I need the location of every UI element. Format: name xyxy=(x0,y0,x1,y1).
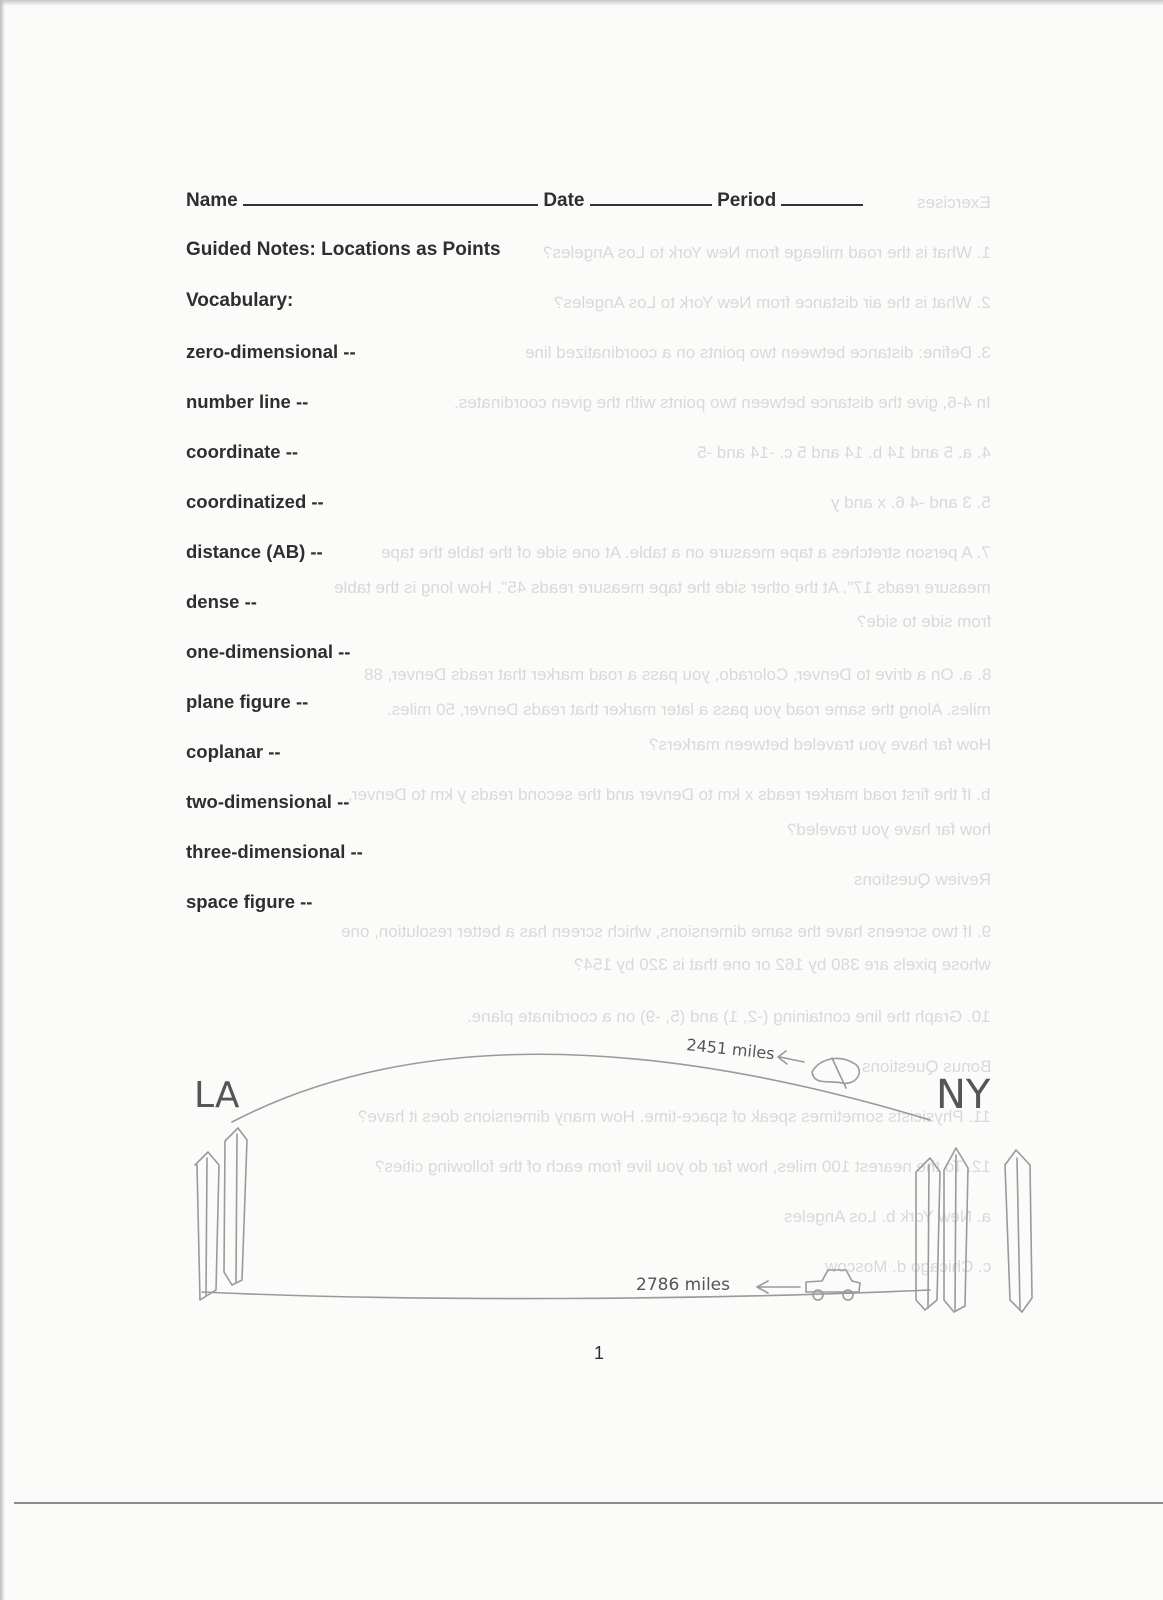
page-title: Guided Notes: Locations as Points xyxy=(186,239,501,260)
bleed-line: 3. Define: distance between two points on a coordinatized line xyxy=(525,343,991,362)
vocab-term: one-dimensional -- xyxy=(186,641,351,662)
bleed-line: c. Chicago d. Moscow xyxy=(824,1257,991,1276)
vocab-term: plane figure -- xyxy=(186,691,309,712)
arrow-sketch xyxy=(757,1281,800,1293)
bleed-line: Bonus Questions xyxy=(861,1057,991,1076)
bleed-line: a. New York b. Los Angeles xyxy=(784,1207,991,1226)
la-label: LA xyxy=(194,1075,240,1116)
bottom-rule xyxy=(14,1502,1163,1504)
date-label: Date xyxy=(543,190,585,211)
bleed-line: Review Questions xyxy=(853,870,991,889)
page-number: 1 xyxy=(594,1343,605,1363)
vocab-term: coordinatized -- xyxy=(186,491,324,512)
bleed-line: 9. If two screens have the same dimensions, which screen has a better resolution, one xyxy=(340,922,991,941)
arrow-sketch xyxy=(778,1051,804,1064)
bleed-line: 8. a. On a drive to Denver, Colorado, you pass a road marker that reads Denver, 88 xyxy=(363,665,991,684)
bleed-line: 2. What is the air distance from New York to Los Angeles? xyxy=(554,293,991,312)
air-distance-label: 2451 miles xyxy=(685,1035,776,1064)
bleed-line: 1. What is the road mileage from New York to Los Angeles? xyxy=(543,243,991,262)
bleed-line: Exercises xyxy=(917,193,991,212)
vocab-term: coordinate -- xyxy=(186,441,299,462)
bleed-line: 12. To the nearest 100 miles, how far do you live from each of the following cities? xyxy=(375,1157,991,1176)
bleed-line: miles. Along the same road you pass a later marker that reads Denver, 50 miles. xyxy=(387,700,991,719)
vocab-term: distance (AB) -- xyxy=(186,541,323,562)
vocab-term: number line -- xyxy=(186,391,309,412)
bleed-line: whose pixels are 380 by 162 or one that is 320 by 154? xyxy=(574,955,991,974)
period-label: Period xyxy=(717,190,777,211)
bleed-line: How far have you traveled between markers? xyxy=(648,735,991,754)
bleed-line: 7. A person stretches a tape measure on a table. At one side of the table the tape xyxy=(381,543,991,562)
vocab-term: space figure -- xyxy=(186,891,313,912)
bleed-line: measure reads 17". At the other side the tape measure reads 45". How long is the table xyxy=(334,578,991,597)
airplane-doodle xyxy=(812,1058,859,1083)
air-route-arc xyxy=(232,1054,930,1122)
bleed-line: In 4-6, give the distance between two points with the given coordinates. xyxy=(454,393,991,412)
bleed-line: from side to side? xyxy=(856,612,991,631)
name-label: Name xyxy=(186,190,238,211)
bleed-line: 10. Graph the line containing (-2, 1) and (5, -9) on a coordinate plane. xyxy=(467,1007,991,1026)
vocab-term: dense -- xyxy=(186,591,257,612)
road-distance-label: 2786 miles xyxy=(636,1275,730,1295)
bleed-line: how far have you traveled? xyxy=(786,820,991,839)
car-doodle xyxy=(806,1270,860,1292)
bleed-line: 4. a. 5 and 14 b. 14 and 5 c. -14 and -5 xyxy=(697,443,991,462)
vocab-term: coplanar -- xyxy=(186,741,281,762)
bleed-line: 5. 3 and -4 6. x and y xyxy=(831,493,991,512)
vocabulary-heading: Vocabulary: xyxy=(186,290,294,311)
vocab-term: three-dimensional -- xyxy=(186,841,363,862)
bleed-line: 11. Physicists sometimes speak of space-time. How many dimensions does it have? xyxy=(358,1107,991,1126)
vocab-term: two-dimensional -- xyxy=(186,791,350,812)
ny-label: NY xyxy=(936,1072,991,1118)
bleed-line: b. If the first road marker reads x km to Denver and the second reads y km to Denver, xyxy=(348,785,991,804)
vocab-term: zero-dimensional -- xyxy=(186,341,356,362)
